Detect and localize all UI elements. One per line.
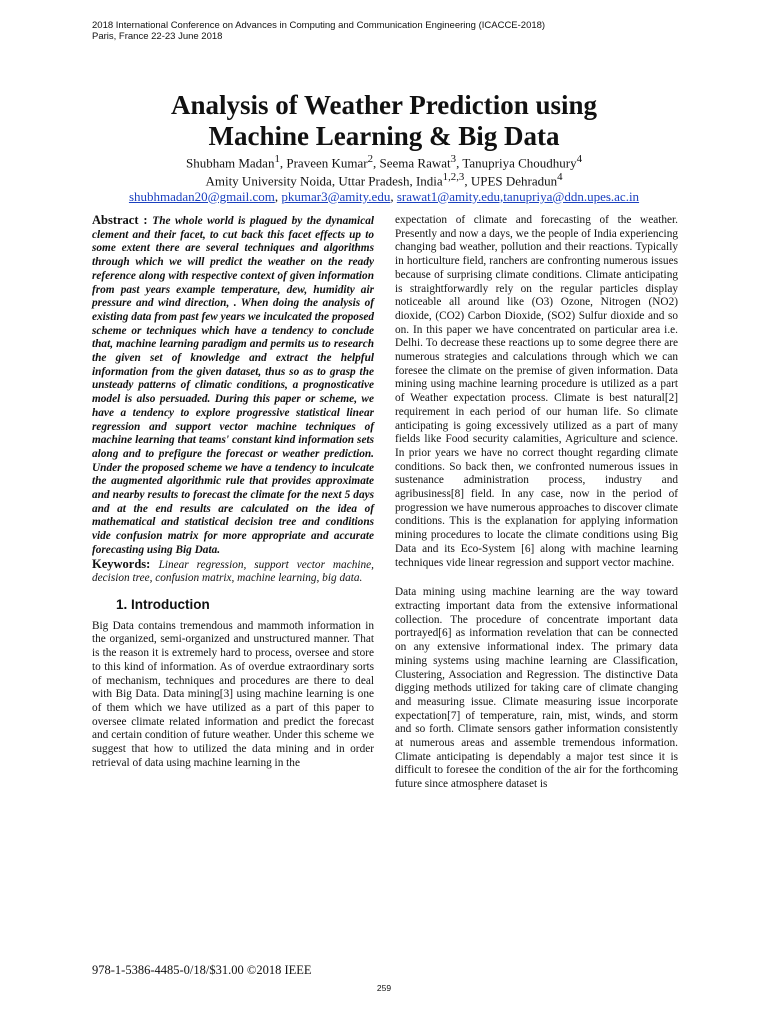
- left-column: [92, 214, 374, 770]
- conference-name: 2018 International Conference on Advances in Computing and Communication Engineering (ICACCE-2018): [92, 20, 546, 31]
- email-link-1[interactable]: shubhmadan20@gmail.com: [128, 188, 275, 204]
- email-link-3[interactable]: srawat1@amity.edu,tanupriya@ddn.upes.ac.in: [396, 188, 640, 204]
- title-line-2: Machine Learning & Big Data: [208, 121, 560, 151]
- keywords-text: Linear regression, support vector machine, decision tree, confusion matrix, machine learning, big data.: [92, 558, 374, 585]
- paper-title: [0, 90, 768, 152]
- copyright-footer: 978-1-5386-4485-0/18/$31.00 ©2018 IEEE: [92, 963, 312, 977]
- introduction-text: Big Data contains tremendous and mammoth information in the organized, semi-organized and unstructured manner. That is the reason it is extremely hard to process, oversee and store to this kind of information. As of overdue extraordinary sorts of mechanism, techniques and procedures are there to deal with Big Data. Data mining[3] using machine learning is one of them which we have utilized as a part of this paper to oversee climate related information and predict the forecast and certain condition of future weather. Under this scheme we suggest that how to utilized the data mining and in order retrieval of data using machine learning in the: [92, 619, 374, 769]
- abstract: [92, 214, 374, 558]
- author-emails: shubhmadan20@gmail.com, pkumar3@amity.edu, srawat1@amity.edu,tanupriya@ddn.upes.ac.in: [128, 188, 640, 204]
- author-names: Shubham Madan$^1$, Praveen Kumar$^2$, Seema Rawat$^3$, Tanupriya Choudhury$^4$: [185, 153, 583, 171]
- author-block: [0, 152, 768, 204]
- body-paragraph-2: Data mining using machine learning are the way toward extracting important data from the extensive informational collection. The procedure of concentrate important data portrayed[6] as information revelation that can be connected on any extensive informational index. The primary data mining systems using machine learning are Classification, Clustering, Association and Regression. The distinctive Data digging methods utilized for taking care of climate changing and measuring issue. Climate measuring issue incorporate expectation[7] of temperature, rain, mist, winds, and storm and so forth. Climate sensors gather information consistently at numerous areas and assemble tremendous information. Climate anticipating is dependably a major test since it is difficult to foresee the condition of the air for the forthcoming future since atmosphere dataset is: [395, 586, 678, 791]
- page-number: 259: [376, 983, 392, 993]
- body-paragraph-1: expectation of climate and forecasting of the weather. Presently and now a days, we the people of India experiencing changing bad weather, pollution and their reactions. Typically in horticulture field, ranchers are confronting numerous issues because of surprising climate conditions. Climate anticipating is straightforwardly rely on the regular particles display noticeable all around like (O3) Ozone, Nitrogen (NO2) dioxide, (CO2) Carbon Dioxide, (SO2) Sulfur dioxide and so on. In this paper we have concentrated on particular area i.e. Delhi. To decrease these reactions up to some degree there are numerous strategies and calculations through which we can foresee the climate on the premise of given information. Data mining using machine learning procedure is utilized as a part of Weather expectation process. Climate is best natural[2] requirement in each period of our human life. So climate anticipating is going excessively utilized as a part of many fields like Food security calamities, Agriculture and science. In prior years we have no correct thought regarding climate conditions. So back then, we confronted numerous issues in sustenance administration process, industry and agribusiness[8] field. In any case, now in the period of progression we have numerous approaches to discover climate conditions. This is the explanation for applying information mining procedures to locate the climate conditions using Big Data and its Eco-System [6] along with machine learning techniques vide linear regression and support vector machine.: [395, 214, 678, 569]
- keywords-label: Keywords:: [92, 556, 159, 571]
- conference-location: Paris, France 22-23 June 2018: [92, 31, 223, 42]
- right-column: [395, 214, 678, 792]
- abstract-text: The whole world is plagued by the dynamical clement and their facet, to cut back this facet effects up to some extent there are several techniques and algorithms through which we will predict the weather on the ready reference along with respective context of given information from past years example temperature, dew, humidity air pressure and wind direction, . When doing the analysis of existing data from past few years we inculcated the proposed scheme or techniques which have a tendency to conclude that, machine learning paradigm and permits us to research the given set of knowledge and extract the helpful information from the given dataset, thus so as to grasp the unsteady patterns of climatic conditions, a prognosticative model is also persuaded. During this paper or scheme, we have a tendency to explore progressive statistical linear regression and support vector machine techniques of machine learning that teams' constant kind information sets along and to prefigure the forecast or weather prediction. Under the proposed scheme we have a tendency to inculcate the augmented algorithmic rule that provides approximate and nearby results to forecast the climate for the next 5 days and at the end results are calculated on the idea of mathematical and statistical decision tree and conditions vide confusion matrix for more appropriate and accurate forecasting using Big Data.: [92, 215, 374, 556]
- email-link-2[interactable]: pkumar3@amity.edu: [281, 188, 391, 204]
- introduction-heading: 1. Introduction: [116, 596, 210, 612]
- keywords: [92, 558, 374, 586]
- author-affiliations: Amity University Noida, Uttar Pradesh, India$^{1,2,3}$, UPES Dehradun$^4$: [205, 171, 563, 189]
- abstract-label: Abstract :: [92, 213, 153, 227]
- conference-header: [92, 20, 545, 42]
- title-line-1: Analysis of Weather Prediction using: [170, 90, 598, 120]
